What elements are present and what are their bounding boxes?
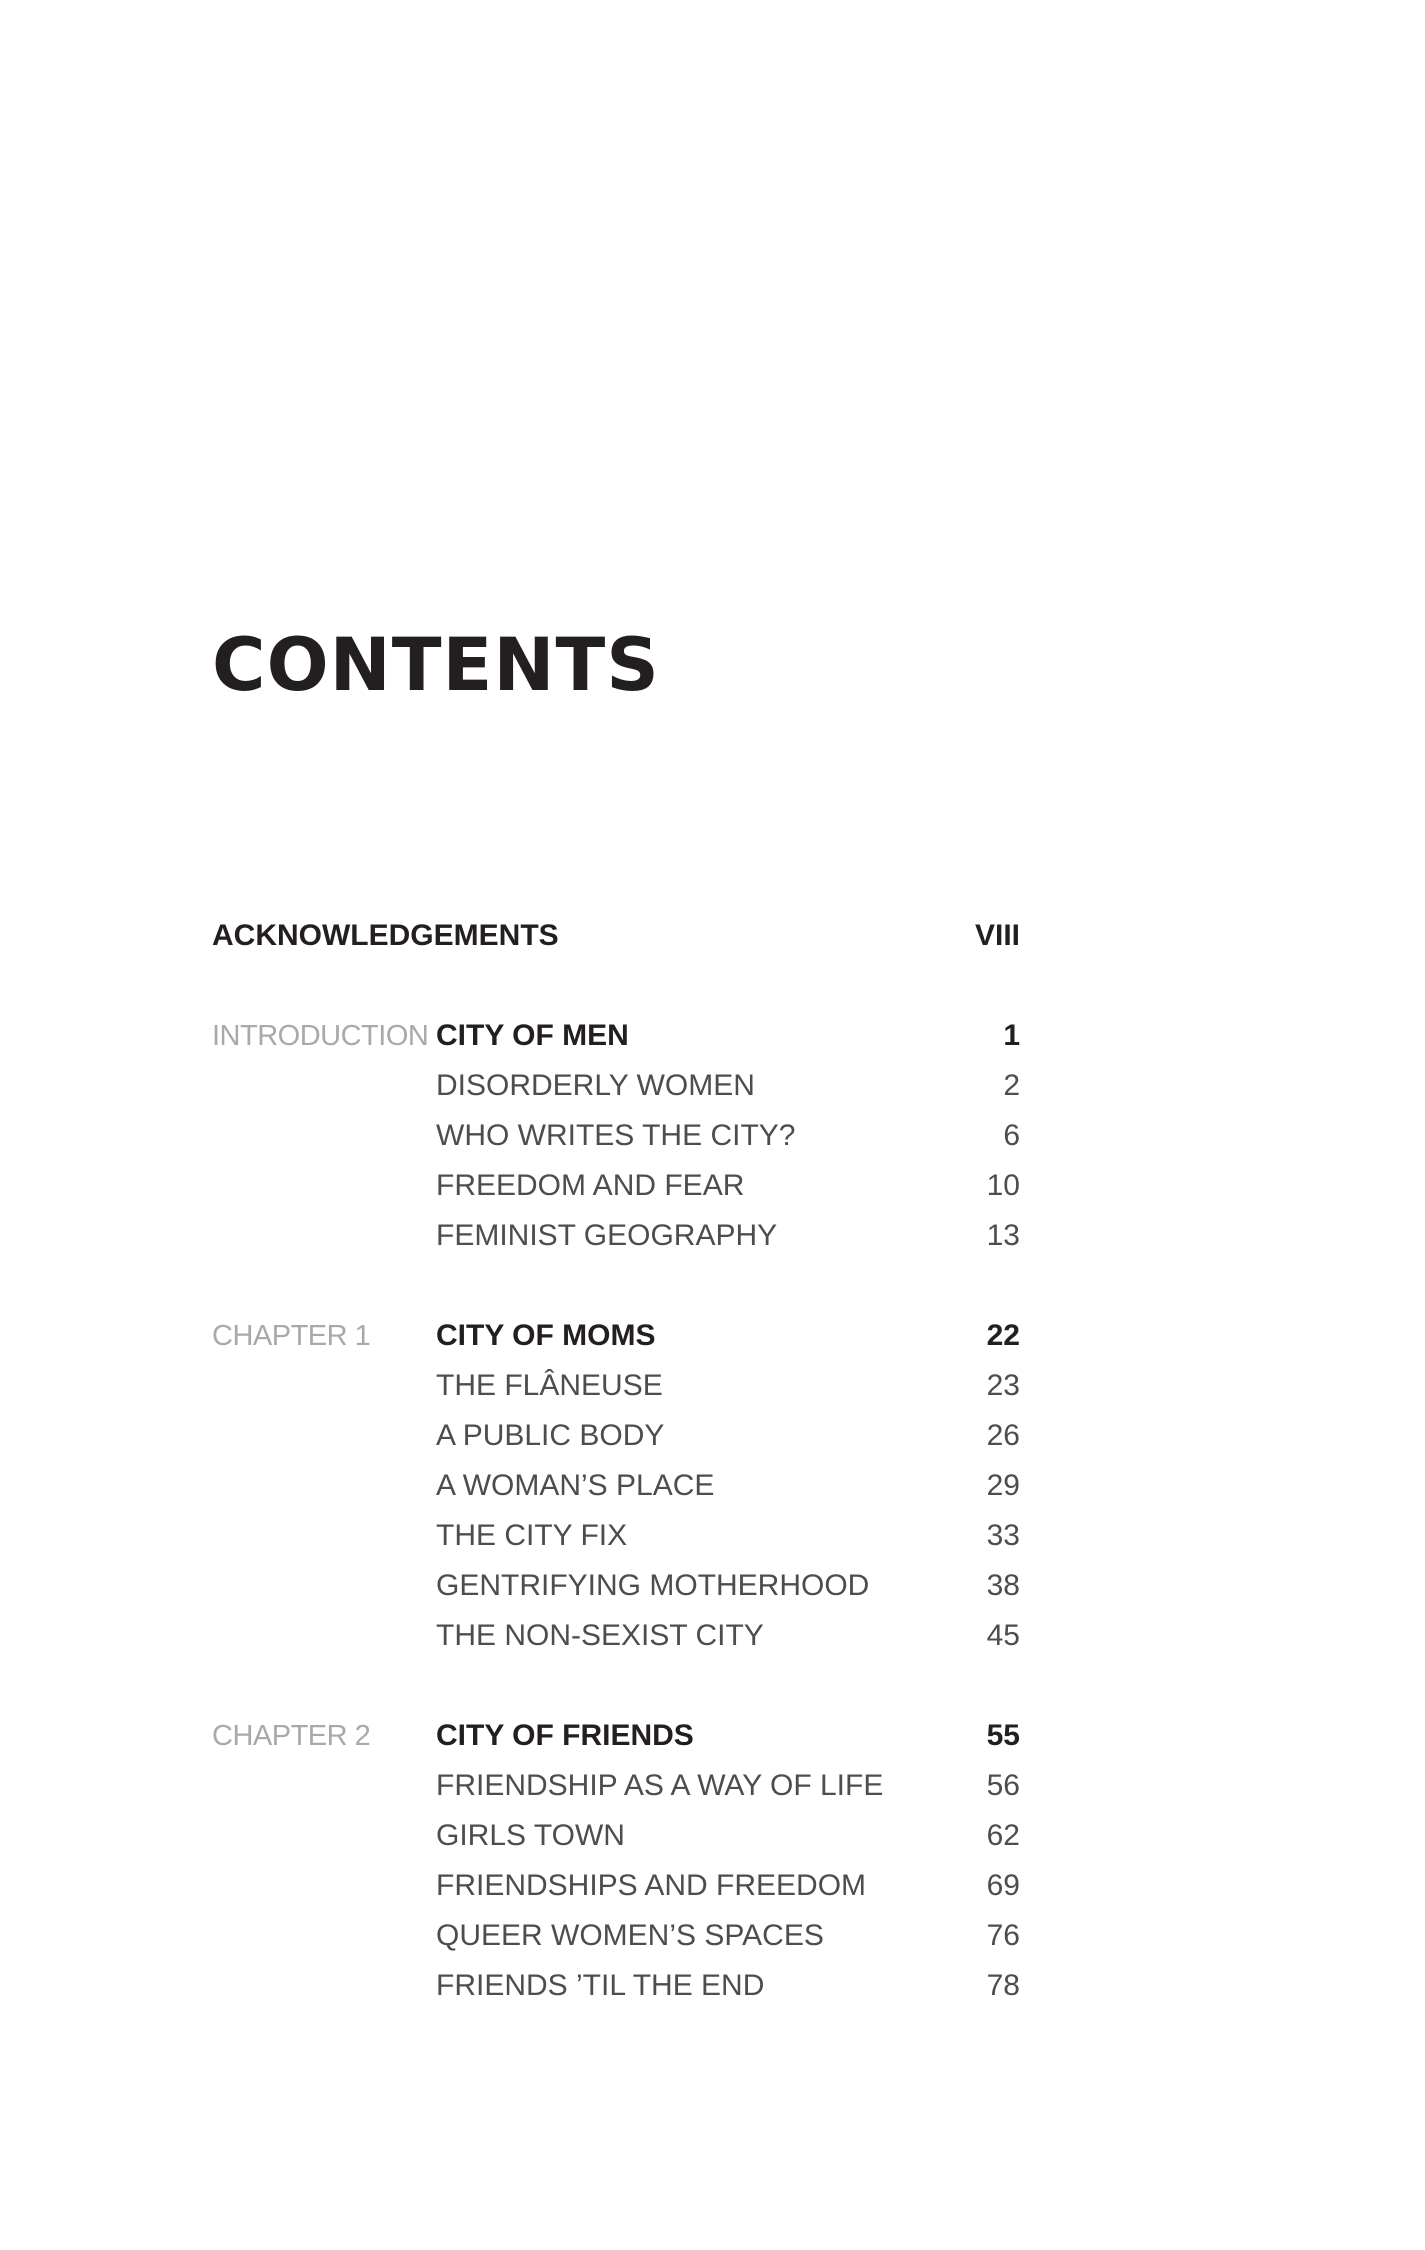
section-label: CHAPTER 1 [212, 1320, 371, 1352]
toc-page-number: 22 [986, 1319, 1020, 1352]
toc-entry-title: GIRLS TOWN [436, 1819, 625, 1852]
toc-entry-row[interactable] [212, 1061, 1020, 1111]
toc-entry-title: ACKNOWLEDGEMENTS [212, 919, 559, 952]
toc-entry-row[interactable] [212, 1511, 1020, 1561]
toc-entry-title: THE FLÂNEUSE [436, 1369, 663, 1402]
toc-page-number: 62 [986, 1819, 1020, 1852]
toc-entry-row[interactable] [212, 1561, 1020, 1611]
toc-entry-title: A WOMAN’S PLACE [436, 1469, 715, 1502]
toc-entry-row[interactable] [212, 1461, 1020, 1511]
toc-entry-row[interactable] [212, 1611, 1020, 1661]
toc-entry-row[interactable] [212, 1111, 1020, 1161]
toc-entry-title: FEMINIST GEOGRAPHY [436, 1219, 778, 1252]
toc-page-number: 78 [986, 1969, 1020, 2002]
page-title: CONTENTS [212, 623, 660, 708]
toc-entry-row[interactable] [212, 1161, 1020, 1211]
toc-entry-title: FRIENDSHIP AS A WAY OF LIFE [436, 1769, 884, 1802]
toc-page-number: 33 [986, 1519, 1020, 1552]
toc-entry-title: THE CITY FIX [436, 1519, 628, 1552]
toc-page-number: 6 [1003, 1119, 1020, 1152]
toc-entry-title: QUEER WOMEN’S SPACES [436, 1919, 824, 1952]
toc-entry-title: FRIENDSHIPS AND FREEDOM [436, 1869, 867, 1902]
toc-entry-title: WHO WRITES THE CITY? [436, 1119, 796, 1152]
toc-page-number: 13 [986, 1219, 1020, 1252]
toc-entry-row[interactable] [212, 1761, 1020, 1811]
toc-entry-title: FRIENDS ’TIL THE END [436, 1969, 765, 2002]
toc-entry-title: DISORDERLY WOMEN [436, 1069, 755, 1102]
toc-page-number: 55 [986, 1719, 1020, 1752]
toc-page-number: 45 [986, 1619, 1020, 1652]
toc-page-number: 23 [986, 1369, 1020, 1402]
toc-entry-row[interactable] [212, 1911, 1020, 1961]
toc-page-number: 69 [986, 1869, 1020, 1902]
section-label: CHAPTER 2 [212, 1720, 371, 1752]
toc-chapter-2-heading-row[interactable] [212, 1711, 1020, 1761]
toc-entry-row[interactable] [212, 1961, 1020, 2011]
toc-entry-title: GENTRIFYING MOTHERHOOD [436, 1569, 870, 1602]
toc-entry-title: FREEDOM AND FEAR [436, 1169, 745, 1202]
toc-entry-title: A PUBLIC BODY [436, 1419, 665, 1452]
toc-entry-title: CITY OF MOMS [436, 1319, 656, 1352]
toc-page-number: 1 [1003, 1019, 1020, 1052]
toc-entry-title: THE NON-SEXIST CITY [436, 1619, 764, 1652]
toc-page-number: VIII [974, 919, 1020, 952]
toc-page-number: 2 [1003, 1069, 1020, 1102]
toc-acknowledgements-row[interactable] [212, 911, 1020, 961]
toc-page-number: 29 [986, 1469, 1020, 1502]
toc-entry-row[interactable] [212, 1411, 1020, 1461]
toc-entry-title: CITY OF FRIENDS [436, 1719, 694, 1752]
toc-introduction-heading-row[interactable] [212, 1011, 1020, 1061]
toc-entry-row[interactable] [212, 1211, 1020, 1261]
toc-page-number: 38 [986, 1569, 1020, 1602]
toc-entry-row[interactable] [212, 1861, 1020, 1911]
toc-page-number: 26 [986, 1419, 1020, 1452]
section-label: INTRODUCTION [212, 1020, 429, 1052]
toc-page-number: 10 [986, 1169, 1020, 1202]
toc-entry-title: CITY OF MEN [436, 1019, 629, 1052]
toc-page-number: 56 [986, 1769, 1020, 1802]
toc-chapter-1-heading-row[interactable] [212, 1311, 1020, 1361]
toc-page-number: 76 [986, 1919, 1020, 1952]
toc-entry-row[interactable] [212, 1361, 1020, 1411]
toc-entry-row[interactable] [212, 1811, 1020, 1861]
